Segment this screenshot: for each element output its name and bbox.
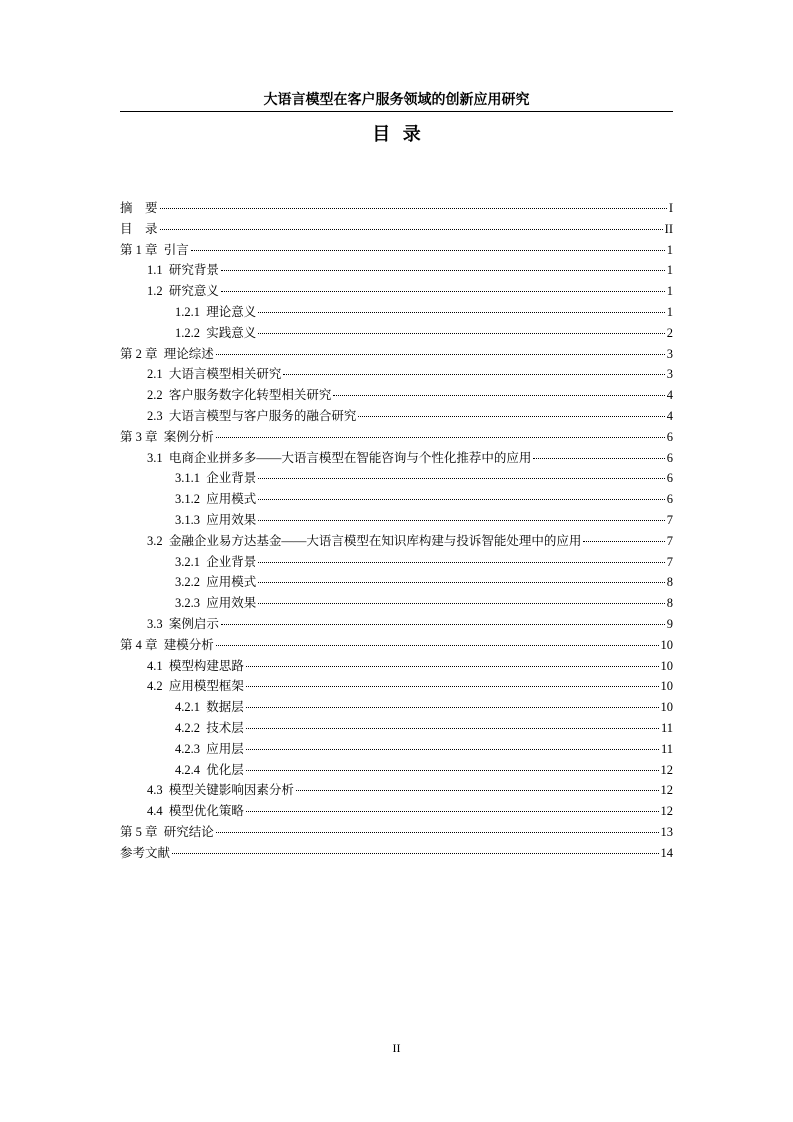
dot-leader [246, 770, 659, 771]
dot-leader [216, 645, 659, 646]
toc-entry-label: 第 1 章 引言 [120, 242, 189, 257]
toc-entry-page: 8 [666, 596, 673, 611]
toc-entry-label: 4.2 应用模型框架 [147, 679, 244, 694]
toc-entry-label: 3.1.3 应用效果 [175, 512, 257, 527]
toc-entry-page: 13 [660, 824, 673, 839]
toc-entry-label: 4.3 模型关键影响因素分析 [147, 783, 294, 798]
toc-entry-label: 4.1 模型构建思路 [147, 658, 244, 673]
toc-entry-page: 7 [666, 512, 673, 527]
toc-entry-label: 3.2.1 企业背景 [175, 554, 257, 569]
toc-entry[interactable] [120, 552, 673, 573]
toc-entry-label: 3.1.2 应用模式 [175, 492, 257, 507]
toc-entry[interactable] [120, 406, 673, 427]
toc-entry-label: 第 5 章 研究结论 [120, 824, 214, 839]
toc-entry-page: I [668, 201, 673, 215]
toc-entry[interactable] [120, 531, 673, 552]
toc-entry-page: 9 [666, 616, 673, 631]
dot-leader [246, 811, 659, 812]
dot-leader [258, 603, 664, 604]
dot-leader [333, 395, 664, 396]
toc-entry-page: 3 [666, 346, 673, 361]
running-header-title: 大语言模型在客户服务领域的创新应用研究 [263, 92, 530, 108]
toc-entry-page: 3 [666, 367, 673, 382]
toc-entry[interactable] [120, 510, 673, 531]
dot-leader [221, 270, 665, 271]
toc-entry-label: 参考文献 [120, 845, 171, 860]
dot-leader [246, 749, 659, 750]
toc-entry-label: 2.1 大语言模型相关研究 [147, 367, 282, 382]
toc-entry-label: 1.2 研究意义 [147, 284, 219, 299]
toc-entry[interactable] [120, 448, 673, 469]
toc-entry[interactable] [120, 656, 673, 677]
dot-leader [258, 312, 664, 313]
toc-entry-page: II [664, 221, 673, 236]
toc-entry-page: 4 [666, 388, 673, 403]
toc-entry[interactable] [120, 739, 673, 760]
toc-entry-label: 第 2 章 理论综述 [120, 346, 214, 361]
toc-entry-label: 3.1.1 企业背景 [175, 471, 257, 486]
toc-entry-page: 4 [666, 408, 673, 423]
toc-entry-label: 3.1 电商企业拼多多——大语言模型在智能咨询与个性化推荐中的应用 [147, 450, 532, 465]
dot-leader [172, 853, 658, 854]
dot-leader [258, 478, 664, 479]
toc-entry-label: 4.4 模型优化策略 [147, 804, 244, 819]
toc-entry-label: 4.2.3 应用层 [175, 741, 244, 756]
dot-leader [246, 707, 659, 708]
toc-entry[interactable] [120, 572, 673, 593]
toc-entry[interactable] [120, 344, 673, 365]
toc-entry-page: 6 [666, 450, 673, 465]
toc-entry-page: 6 [666, 429, 673, 444]
dot-leader [246, 728, 659, 729]
toc-entry[interactable] [120, 323, 673, 344]
dot-leader [258, 520, 664, 521]
toc-entry[interactable] [120, 385, 673, 406]
toc-entry-label: 第 4 章 建模分析 [120, 637, 214, 652]
toc-entry-label: 第 3 章 案例分析 [120, 429, 214, 444]
toc-entry-label: 4.2.4 优化层 [175, 762, 244, 777]
dot-leader [258, 562, 664, 563]
dot-leader [258, 499, 664, 500]
dot-leader [258, 333, 664, 334]
dot-leader [221, 624, 665, 625]
toc-entry[interactable] [120, 281, 673, 302]
toc-entry-label: 3.2.3 应用效果 [175, 596, 257, 611]
toc-entry-page: 14 [660, 845, 673, 860]
toc-entry-page: 2 [666, 325, 673, 340]
dot-leader [283, 374, 664, 375]
toc-entry-label: 1.2.1 理论意义 [175, 304, 257, 319]
dot-leader [296, 790, 659, 791]
toc-entry-label: 4.2.1 数据层 [175, 700, 244, 715]
toc-entry[interactable] [120, 593, 673, 614]
toc-entry-label: 3.2.2 应用模式 [175, 575, 257, 590]
dot-leader [160, 208, 667, 209]
toc-entry-label: 2.2 客户服务数字化转型相关研究 [147, 388, 332, 403]
toc-entry-label: 1.2.2 实践意义 [175, 325, 257, 340]
toc-entry[interactable] [120, 635, 673, 656]
dot-leader [533, 458, 664, 459]
toc-entry[interactable] [120, 489, 673, 510]
toc-entry-page: 11 [660, 741, 673, 756]
dot-leader [583, 541, 664, 542]
page-number: II [392, 1041, 401, 1055]
dot-leader [191, 250, 665, 251]
toc-entry[interactable] [120, 198, 673, 219]
toc-entry-page: 10 [660, 658, 673, 673]
toc-entry[interactable] [120, 676, 673, 697]
toc-entry-label: 3.2 金融企业易方达基金——大语言模型在知识库构建与投诉智能处理中的应用 [147, 533, 582, 548]
dot-leader [216, 354, 665, 355]
toc-entry-label: 4.2.2 技术层 [175, 720, 244, 735]
toc-entry-label: 1.1 研究背景 [147, 263, 219, 278]
toc-entry[interactable] [120, 697, 673, 718]
toc-entry-page: 10 [660, 637, 673, 652]
toc-entry[interactable] [120, 219, 673, 240]
toc-entry[interactable] [120, 240, 673, 261]
toc-entry-page: 1 [666, 242, 673, 257]
dot-leader [216, 832, 659, 833]
toc-entry[interactable] [120, 260, 673, 281]
dot-leader [160, 229, 663, 230]
toc-entry[interactable] [120, 843, 673, 864]
toc-entry-page: 10 [660, 679, 673, 694]
toc-entry-page: 8 [666, 575, 673, 590]
table-of-contents [120, 198, 673, 864]
toc-entry[interactable] [120, 427, 673, 448]
toc-entry-page: 6 [666, 492, 673, 507]
toc-entry[interactable] [120, 614, 673, 635]
toc-entry-label: 2.3 大语言模型与客户服务的融合研究 [147, 408, 357, 423]
toc-entry[interactable] [120, 760, 673, 781]
toc-entry-page: 12 [660, 783, 673, 798]
toc-entry-page: 1 [666, 304, 673, 319]
toc-entry-page: 10 [660, 700, 673, 715]
dot-leader [258, 582, 664, 583]
toc-entry[interactable] [120, 822, 673, 843]
dot-leader [358, 416, 664, 417]
dot-leader [246, 686, 659, 687]
toc-entry[interactable] [120, 302, 673, 323]
toc-entry-page: 12 [660, 762, 673, 777]
dot-leader [216, 437, 665, 438]
toc-entry-label: 目 录 [120, 221, 158, 236]
toc-entry[interactable] [120, 364, 673, 385]
toc-entry-page: 12 [660, 804, 673, 819]
header-divider [120, 111, 673, 112]
toc-entry-page: 1 [666, 284, 673, 299]
toc-title: 目 录 [372, 124, 421, 145]
toc-entry-page: 11 [660, 720, 673, 735]
toc-entry[interactable] [120, 468, 673, 489]
toc-entry[interactable] [120, 801, 673, 822]
toc-entry[interactable] [120, 780, 673, 801]
dot-leader [246, 666, 659, 667]
toc-entry-label: 3.3 案例启示 [147, 616, 219, 631]
toc-entry[interactable] [120, 718, 673, 739]
toc-entry-page: 7 [666, 554, 673, 569]
toc-entry-page: 6 [666, 471, 673, 486]
toc-entry-page: 1 [666, 263, 673, 278]
toc-entry-page: 7 [666, 533, 673, 548]
toc-entry-label: 摘 要 [120, 201, 158, 215]
dot-leader [221, 291, 665, 292]
